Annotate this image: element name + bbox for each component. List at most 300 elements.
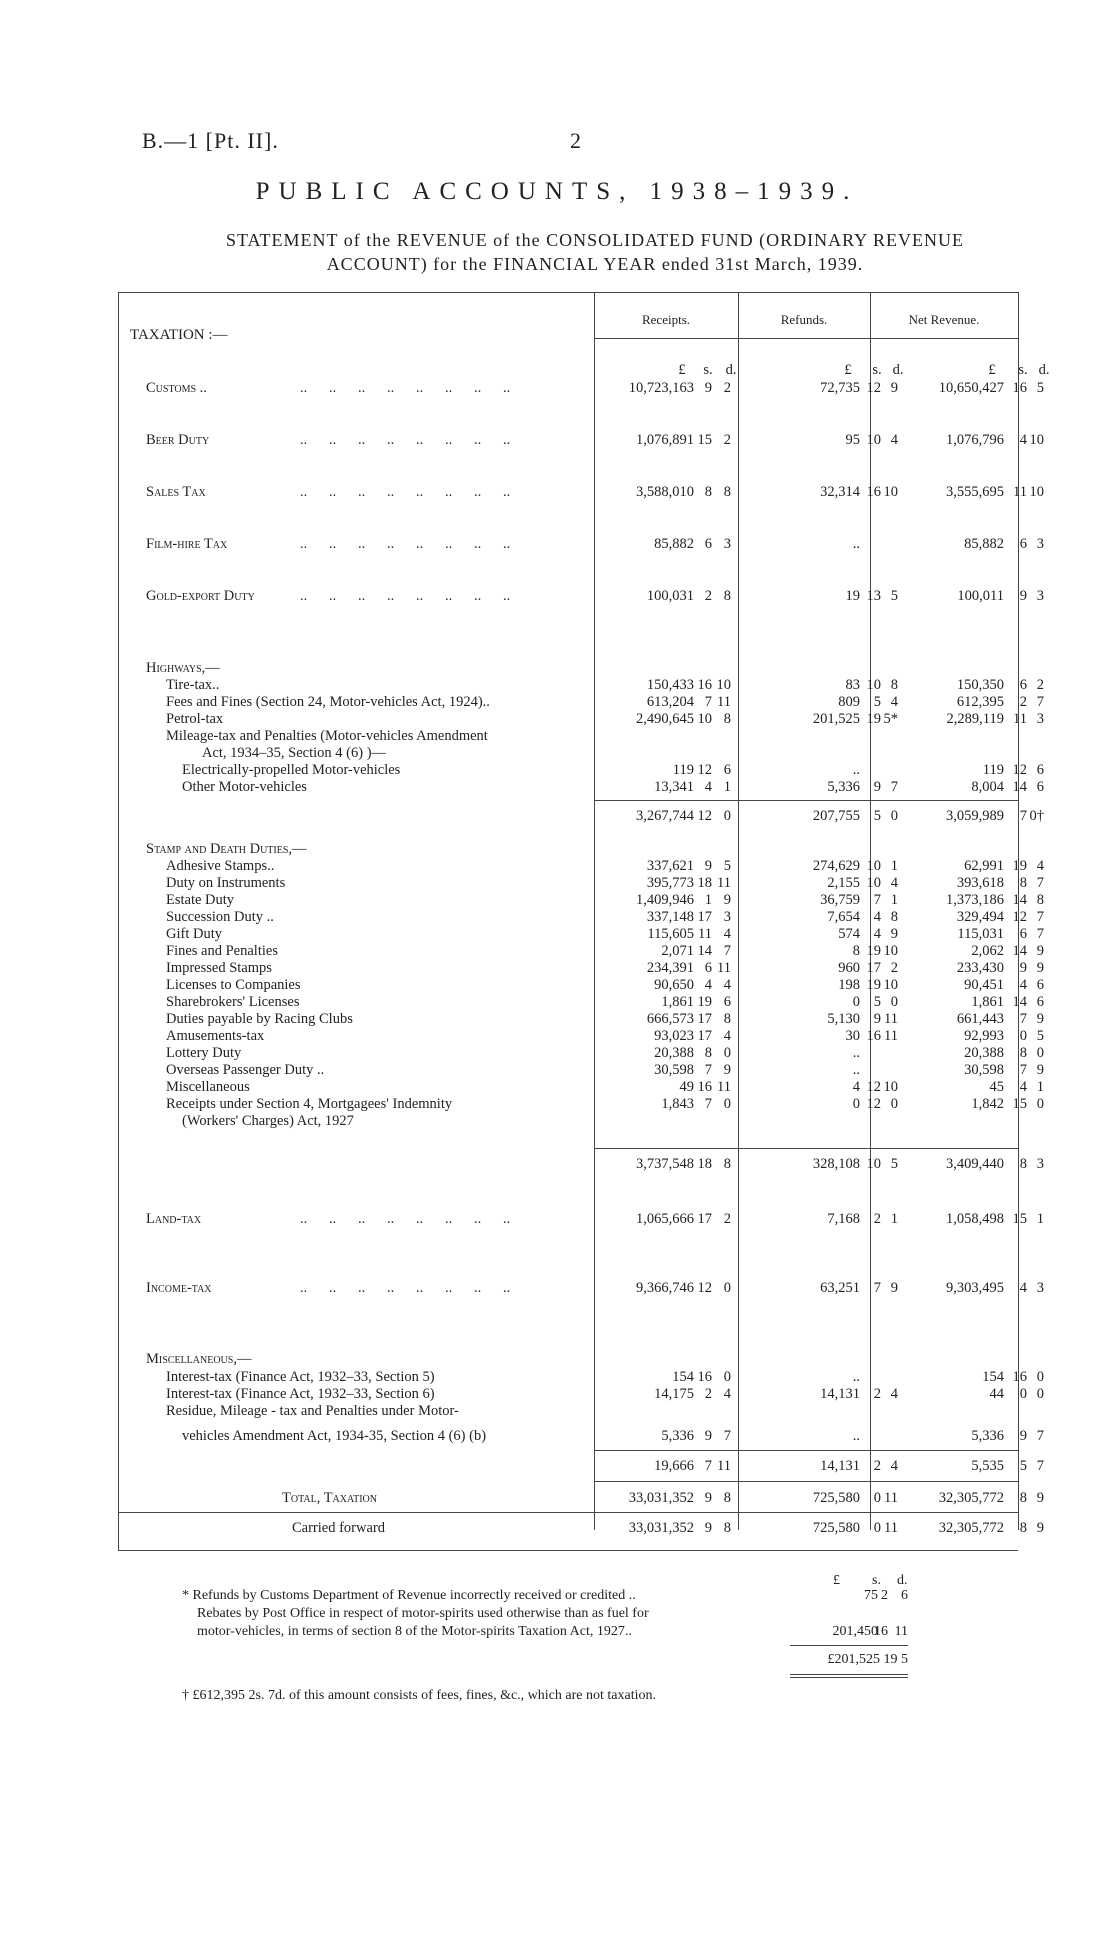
total-taxation-r-2: 8 [723, 1490, 731, 1506]
misc-total-n-2: 7 [1036, 1458, 1044, 1474]
hw-2-f-2: 5* [883, 711, 898, 727]
stamp-total-f-2: 5 [890, 1156, 898, 1172]
leader-dots: .. .. .. .. .. .. .. .. [300, 1280, 511, 1296]
stamp-11-r-2: 0 [723, 1045, 731, 1061]
stamp-2-f-0: 36,759 [820, 892, 860, 908]
row-3-r-1: 6 [704, 536, 712, 552]
stamp-5-r-1: 14 [697, 943, 712, 959]
stamp-8-r-1: 19 [697, 994, 712, 1010]
hw-5-r-2: 6 [723, 762, 731, 778]
stamp-item: Succession Duty .. [166, 909, 274, 925]
income_tax-f-1: 7 [873, 1280, 881, 1296]
land_tax-n-0: 1,058,498 [946, 1211, 1004, 1227]
total-taxation-r-0: 33,031,352 [628, 1490, 694, 1506]
carried-forward-r-0: 33,031,352 [628, 1520, 694, 1536]
stamp-8-n-0: 1,861 [971, 994, 1004, 1010]
misc-3-f-0: .. [852, 1428, 860, 1444]
revenue-table [118, 292, 1050, 1550]
stamp-4-f-0: 574 [838, 926, 860, 942]
stamp-9-r-2: 8 [723, 1011, 731, 1027]
total-rule [594, 1481, 1018, 1482]
stamp-10-f-0: 30 [845, 1028, 860, 1044]
stamp-13-n-0: 45 [989, 1079, 1004, 1095]
stamp-11-n-0: 20,388 [964, 1045, 1004, 1061]
stamp-5-n-1: 14 [1012, 943, 1027, 959]
row-4-r-0: 100,031 [646, 588, 694, 604]
stamp-7-f-1: 19 [866, 977, 881, 993]
stamp-1-n-2: 7 [1036, 875, 1044, 891]
carried-forward-r-2: 8 [723, 1520, 731, 1536]
row-0-f-0: 72,735 [820, 380, 860, 396]
stamp-6-n-0: 233,430 [956, 960, 1004, 976]
row-1-r-0: 1,076,891 [636, 432, 694, 448]
unit-n-2: d. [1038, 362, 1050, 378]
stamp-14-n-1: 15 [1012, 1096, 1027, 1112]
highways-title: Highways,— [146, 660, 220, 676]
row-4-f-2: 5 [890, 588, 898, 604]
misc-1-f-2: 4 [890, 1386, 898, 1402]
hw-0-f-1: 10 [866, 677, 881, 693]
stamp-14-f-1: 12 [866, 1096, 881, 1112]
stamp-10-n-2: 5 [1036, 1028, 1044, 1044]
income_tax-f-0: 63,251 [820, 1280, 860, 1296]
stamp-total-r-1: 18 [697, 1156, 712, 1172]
hw-6-r-0: 13,341 [654, 779, 694, 795]
misc-1-f-1: 2 [873, 1386, 881, 1402]
stamp-6-n-2: 9 [1036, 960, 1044, 976]
stamp-2-f-1: 7 [873, 892, 881, 908]
misc-3-n-0: 5,336 [971, 1428, 1004, 1444]
hw-1-n-0: 612,395 [956, 694, 1004, 710]
stamp-13-n-2: 1 [1036, 1079, 1044, 1095]
row-3-r-0: 85,882 [654, 536, 694, 552]
unit-r-0: £ [678, 362, 686, 378]
misc-total-r-1: 7 [704, 1458, 712, 1474]
stamp-2-r-2: 9 [723, 892, 731, 908]
stamp-9-f-1: 9 [873, 1011, 881, 1027]
row-0-r-1: 9 [704, 380, 712, 396]
row-3-n-0: 85,882 [964, 536, 1004, 552]
income-tax-label: Income-tax [146, 1280, 212, 1296]
stamp-0-r-2: 5 [723, 858, 731, 874]
footnote-sum-rule [790, 1645, 908, 1646]
row-4-f-1: 13 [866, 588, 881, 604]
stamp-12-f-0: .. [852, 1062, 860, 1078]
stamp-8-f-0: 0 [852, 994, 860, 1010]
unit-r-1: s. [703, 362, 713, 378]
stamp-0-f-1: 10 [866, 858, 881, 874]
stamp-4-f-2: 9 [890, 926, 898, 942]
hw-6-f-2: 7 [890, 779, 898, 795]
total-taxation-n-2: 9 [1036, 1490, 1044, 1506]
stamp-3-n-2: 7 [1036, 909, 1044, 925]
row-1-n-1: 4 [1019, 432, 1027, 448]
stamp-5-f-0: 8 [852, 943, 860, 959]
stamp-13-r-2: 11 [717, 1079, 731, 1095]
stamp-5-r-0: 2,071 [661, 943, 694, 959]
leader-dots: .. .. .. .. .. .. .. .. [300, 1211, 511, 1227]
footnote-sum-total: £201,525 19 5 [827, 1652, 908, 1667]
total-taxation-f-0: 725,580 [812, 1490, 860, 1506]
footnote-sum-underline-1 [790, 1674, 908, 1675]
stamp-7-n-1: 4 [1019, 977, 1027, 993]
hw-total-f-1: 5 [873, 808, 881, 824]
stamp-0-r-0: 337,621 [646, 858, 694, 874]
stamp-9-f-0: 5,130 [827, 1011, 860, 1027]
subtitle-line-2: ACCOUNT) for the FINANCIAL YEAR ended 31st March, 1939. [326, 254, 864, 274]
row-3-r-2: 3 [723, 536, 731, 552]
total-taxation-n-0: 32,305,772 [938, 1490, 1004, 1506]
hw-total-r-2: 0 [723, 808, 731, 824]
misc-total-f-2: 4 [890, 1458, 898, 1474]
stamp-8-n-1: 14 [1012, 994, 1027, 1010]
footnote-star-line-1: * Refunds by Customs Department of Revenue incorrectly received or credited .. [182, 1588, 636, 1603]
hw-6-r-1: 4 [704, 779, 712, 795]
hw-5-r-1: 12 [697, 762, 712, 778]
stamp-item: Receipts under Section 4, Mortgagees' Indemnity [166, 1096, 453, 1112]
hw-5-n-1: 12 [1012, 762, 1027, 778]
stamp-1-n-0: 393,618 [956, 875, 1004, 891]
misc-3-r-1: 9 [704, 1428, 712, 1444]
stamp-0-r-1: 9 [704, 858, 712, 874]
stamp-11-r-0: 20,388 [654, 1045, 694, 1061]
stamp-12-n-1: 7 [1019, 1062, 1027, 1078]
stamp-7-n-2: 6 [1036, 977, 1044, 993]
carried-forward-f-0: 725,580 [812, 1520, 860, 1536]
highways-item: Electrically-propelled Motor-vehicles [182, 762, 401, 778]
document-reference: B.—1 [Pt. II]. [142, 128, 279, 153]
stamp-8-f-2: 0 [890, 994, 898, 1010]
hw-1-r-0: 613,204 [646, 694, 694, 710]
stamp-9-n-1: 7 [1019, 1011, 1027, 1027]
misc-1-r-1: 2 [704, 1386, 712, 1402]
row-3-n-1: 6 [1019, 536, 1027, 552]
hw-1-f-1: 5 [873, 694, 881, 710]
stamp-10-r-2: 4 [723, 1028, 731, 1044]
stamp-total-r-2: 8 [723, 1156, 731, 1172]
stamp-3-f-0: 7,654 [827, 909, 860, 925]
stamp-4-n-0: 115,031 [957, 926, 1004, 942]
stamp-8-r-2: 6 [723, 994, 731, 1010]
stamp-10-n-0: 92,993 [964, 1028, 1004, 1044]
unit-r-2: d. [725, 362, 737, 378]
footnote-sum-underline-2 [790, 1677, 908, 1678]
footnote-v2-pence: 11 [894, 1624, 908, 1639]
stamp-5-r-2: 7 [723, 943, 731, 959]
stamp-item: Amusements-tax [166, 1028, 265, 1044]
hw-total-f-0: 207,755 [812, 808, 860, 824]
land_tax-f-0: 7,168 [827, 1211, 860, 1227]
row-0-f-1: 12 [866, 380, 881, 396]
stamp-14-n-2: 0 [1036, 1096, 1044, 1112]
subtitle-line-1: STATEMENT of the REVENUE of the CONSOLIDATED FUND (ORDINARY REVENUE [225, 230, 964, 250]
stamp-2-r-0: 1,409,946 [636, 892, 694, 908]
row-4-n-2: 3 [1036, 588, 1044, 604]
row-1-f-1: 10 [866, 432, 881, 448]
stamp-14-r-1: 7 [704, 1096, 712, 1112]
page-title: PUBLIC ACCOUNTS, 1938–1939. [255, 178, 859, 205]
carried-forward-n-2: 9 [1036, 1520, 1044, 1536]
misc-subtotal-rule [594, 1450, 1018, 1451]
misc-total-n-1: 5 [1019, 1458, 1027, 1474]
carried-forward-n-1: 8 [1019, 1520, 1027, 1536]
stamp-4-n-1: 6 [1019, 926, 1027, 942]
misc-1-r-0: 14,175 [654, 1386, 694, 1402]
stamp-13-r-0: 49 [679, 1079, 694, 1095]
footnote-v2-pounds: 201,450 [832, 1624, 878, 1639]
stamp-1-f-0: 2,155 [827, 875, 860, 891]
stamp-6-n-1: 9 [1019, 960, 1027, 976]
row-1-f-0: 95 [845, 432, 860, 448]
row-2-r-2: 8 [723, 484, 731, 500]
table-left-rule [118, 292, 119, 1550]
hw-5-r-0: 119 [672, 762, 694, 778]
stamp-13-r-1: 16 [697, 1079, 712, 1095]
misc-item: Interest-tax (Finance Act, 1932–33, Section 5) [166, 1369, 435, 1385]
stamp-6-f-0: 960 [838, 960, 860, 976]
misc-total-n-0: 5,535 [971, 1458, 1004, 1474]
stamp-total-n-1: 8 [1019, 1156, 1027, 1172]
hw-total-r-0: 3,267,744 [636, 808, 694, 824]
stamp-1-f-1: 10 [866, 875, 881, 891]
stamp-0-n-1: 19 [1012, 858, 1027, 874]
stamp-7-f-0: 198 [838, 977, 860, 993]
stamp-4-f-1: 4 [873, 926, 881, 942]
stamp-9-n-0: 661,443 [956, 1011, 1004, 1027]
stamp-11-n-1: 8 [1019, 1045, 1027, 1061]
row-1-r-1: 15 [697, 432, 712, 448]
hw-6-f-0: 5,336 [827, 779, 860, 795]
row-0-n-2: 5 [1036, 380, 1044, 396]
misc-0-n-2: 0 [1036, 1369, 1044, 1385]
misc-3-n-1: 9 [1019, 1428, 1027, 1444]
misc-total-r-2: 11 [717, 1458, 731, 1474]
stamp-2-r-1: 1 [704, 892, 712, 908]
hw-1-n-2: 7 [1036, 694, 1044, 710]
land_tax-f-2: 1 [890, 1211, 898, 1227]
misc-title: Miscellaneous,— [146, 1351, 252, 1367]
stamp-title: Stamp and Death Duties,— [146, 841, 307, 857]
hw-1-r-2: 11 [717, 694, 731, 710]
hw-1-n-1: 2 [1019, 694, 1027, 710]
row-2-f-1: 16 [866, 484, 881, 500]
stamp-item: Adhesive Stamps.. [166, 858, 275, 874]
stamp-item: Gift Duty [166, 926, 222, 942]
income_tax-n-1: 4 [1019, 1280, 1027, 1296]
hw-total-n-0: 3,059,989 [946, 808, 1004, 824]
land-tax-label: Land-tax [146, 1211, 202, 1227]
misc-1-f-0: 14,131 [820, 1386, 860, 1402]
stamp-1-f-2: 4 [890, 875, 898, 891]
stamp-7-r-1: 4 [704, 977, 712, 993]
stamp-9-r-0: 666,573 [646, 1011, 694, 1027]
stamp-6-f-2: 2 [890, 960, 898, 976]
row-1-n-2: 10 [1029, 432, 1044, 448]
stamp-12-r-1: 7 [704, 1062, 712, 1078]
leader-dots: .. .. .. .. .. .. .. .. [300, 536, 511, 552]
stamp-8-n-2: 6 [1036, 994, 1044, 1010]
hw-2-n-0: 2,289,119 [946, 711, 1004, 727]
misc-3-r-0: 5,336 [661, 1428, 694, 1444]
row-2-r-0: 3,588,010 [636, 484, 694, 500]
stamp-3-f-1: 4 [873, 909, 881, 925]
hw-6-r-2: 1 [723, 779, 731, 795]
row-label: Beer Duty [146, 432, 210, 448]
stamp-item: Duty on Instruments [166, 875, 286, 891]
hw-0-r-2: 10 [716, 677, 731, 693]
hw-0-n-0: 150,350 [956, 677, 1004, 693]
stamp-1-r-0: 395,773 [646, 875, 694, 891]
hw-6-n-1: 14 [1012, 779, 1027, 795]
hw-0-n-2: 2 [1036, 677, 1044, 693]
stamp-0-n-0: 62,991 [964, 858, 1004, 874]
hw-5-n-2: 6 [1036, 762, 1044, 778]
stamp-7-n-0: 90,451 [964, 977, 1004, 993]
stamp-total-n-0: 3,409,440 [946, 1156, 1004, 1172]
stamp-3-r-0: 337,148 [646, 909, 694, 925]
footnote-unit-pence: d. [897, 1573, 908, 1588]
unit-n-0: £ [988, 362, 996, 378]
stamp-item: Overseas Passenger Duty .. [166, 1062, 325, 1078]
hw-0-r-1: 16 [697, 677, 712, 693]
highways-item: Other Motor-vehicles [182, 779, 307, 795]
misc-0-n-1: 16 [1012, 1369, 1027, 1385]
stamp-10-f-2: 11 [884, 1028, 898, 1044]
stamp-13-f-2: 10 [883, 1079, 898, 1095]
stamp-10-n-1: 0 [1019, 1028, 1027, 1044]
row-1-n-0: 1,076,796 [946, 432, 1004, 448]
highways-item: Mileage-tax and Penalties (Motor-vehicles Amendment [166, 728, 488, 744]
carried-forward-f-2: 11 [884, 1520, 898, 1536]
highways-item: Petrol-tax [166, 711, 224, 727]
land_tax-n-2: 1 [1036, 1211, 1044, 1227]
leader-dots: .. .. .. .. .. .. .. .. [300, 484, 511, 500]
carried-forward-n-0: 32,305,772 [938, 1520, 1004, 1536]
highways-subtotal-rule [594, 800, 1018, 801]
footnote-unit-pound: £ [833, 1573, 840, 1588]
stamp-2-n-2: 8 [1036, 892, 1044, 908]
hw-total-f-2: 0 [890, 808, 898, 824]
stamp-2-n-1: 14 [1012, 892, 1027, 908]
row-3-n-2: 3 [1036, 536, 1044, 552]
stamp-item: Fines and Penalties [166, 943, 278, 959]
row-label: Film-hire Tax [146, 536, 228, 552]
unit-f-1: s. [872, 362, 882, 378]
misc-1-n-0: 44 [989, 1386, 1004, 1402]
leader-dots: .. .. .. .. .. .. .. .. [300, 588, 511, 604]
total-taxation-n-1: 8 [1019, 1490, 1027, 1506]
stamp-5-f-1: 19 [866, 943, 881, 959]
hw-2-r-2: 8 [723, 711, 731, 727]
stamp-0-f-0: 274,629 [812, 858, 860, 874]
stamp-item: Licenses to Companies [166, 977, 301, 993]
row-2-n-0: 3,555,695 [946, 484, 1004, 500]
hw-6-n-0: 8,004 [971, 779, 1004, 795]
stamp-6-f-1: 17 [866, 960, 881, 976]
misc-item: Interest-tax (Finance Act, 1932–33, Section 6) [166, 1386, 435, 1402]
misc-3-r-2: 7 [723, 1428, 731, 1444]
row-3-f-0: .. [852, 536, 860, 552]
stamp-11-f-0: .. [852, 1045, 860, 1061]
stamp-11-n-2: 0 [1036, 1045, 1044, 1061]
stamp-5-f-2: 10 [883, 943, 898, 959]
stamp-6-r-1: 6 [704, 960, 712, 976]
statement-subtitle [160, 228, 1030, 276]
row-4-n-0: 100,011 [957, 588, 1004, 604]
stamp-2-f-2: 1 [890, 892, 898, 908]
stamp-item: Sharebrokers' Licenses [166, 994, 300, 1010]
unit-n-1: s. [1018, 362, 1028, 378]
unit-f-0: £ [844, 362, 852, 378]
hw-0-f-0: 83 [845, 677, 860, 693]
row-1-f-2: 4 [890, 432, 898, 448]
land_tax-r-1: 17 [697, 1211, 712, 1227]
stamp-4-r-0: 115,605 [647, 926, 694, 942]
footnote-star-line-2: Rebates by Post Office in respect of motor-spirits used otherwise than as fuel for [197, 1606, 649, 1621]
footnote-unit-shilling: s. [872, 1573, 881, 1588]
stamp-10-r-1: 17 [697, 1028, 712, 1044]
misc-total-r-0: 19,666 [654, 1458, 694, 1474]
leader-dots: .. .. .. .. .. .. .. .. [300, 380, 511, 396]
hw-5-f-0: .. [852, 762, 860, 778]
footnote-dagger: † £612,395 2s. 7d. of this amount consists of fees, fines, &c., which are not taxation. [182, 1688, 656, 1703]
misc-0-n-0: 154 [982, 1369, 1004, 1385]
income_tax-r-2: 0 [723, 1280, 731, 1296]
stamp-4-r-1: 11 [698, 926, 712, 942]
misc-0-r-1: 16 [697, 1369, 712, 1385]
stamp-6-r-0: 234,391 [646, 960, 694, 976]
stamp-10-f-1: 16 [866, 1028, 881, 1044]
stamp-3-r-1: 17 [697, 909, 712, 925]
row-0-n-1: 16 [1012, 380, 1027, 396]
stamp-12-n-2: 9 [1036, 1062, 1044, 1078]
row-0-r-0: 10,723,163 [628, 380, 694, 396]
column-header-refunds: Refunds. [780, 312, 828, 327]
highways-item: Tire-tax.. [166, 677, 220, 693]
income_tax-n-0: 9,303,495 [946, 1280, 1004, 1296]
stamp-9-r-1: 17 [697, 1011, 712, 1027]
hw-0-f-2: 8 [890, 677, 898, 693]
stamp-item: Miscellaneous [166, 1079, 250, 1095]
stamp-14-n-0: 1,842 [971, 1096, 1004, 1112]
hw-1-r-1: 7 [704, 694, 712, 710]
column-header-net-revenue: Net Revenue. [908, 312, 980, 327]
hw-5-n-0: 119 [982, 762, 1004, 778]
misc-total-f-1: 2 [873, 1458, 881, 1474]
row-2-n-2: 10 [1029, 484, 1044, 500]
land_tax-f-1: 2 [873, 1211, 881, 1227]
stamp-12-n-0: 30,598 [964, 1062, 1004, 1078]
stamp-13-f-1: 12 [866, 1079, 881, 1095]
hw-2-r-1: 10 [697, 711, 712, 727]
hw-6-f-1: 9 [873, 779, 881, 795]
stamp-13-f-0: 4 [852, 1079, 860, 1095]
row-4-r-1: 2 [704, 588, 712, 604]
stamp-1-r-1: 18 [697, 875, 712, 891]
row-2-f-2: 10 [883, 484, 898, 500]
income_tax-f-2: 9 [890, 1280, 898, 1296]
misc-0-f-0: .. [852, 1369, 860, 1385]
row-label: Sales Tax [146, 484, 206, 500]
misc-1-n-1: 0 [1019, 1386, 1027, 1402]
stamp-6-r-2: 11 [717, 960, 731, 976]
stamp-13-n-1: 4 [1019, 1079, 1027, 1095]
stamp-1-r-2: 11 [717, 875, 731, 891]
refunds-left-rule [738, 292, 739, 1530]
stamp-14-f-2: 0 [890, 1096, 898, 1112]
stamp-item: (Workers' Charges) Act, 1927 [182, 1113, 354, 1129]
stamp-item: Lottery Duty [166, 1045, 242, 1061]
